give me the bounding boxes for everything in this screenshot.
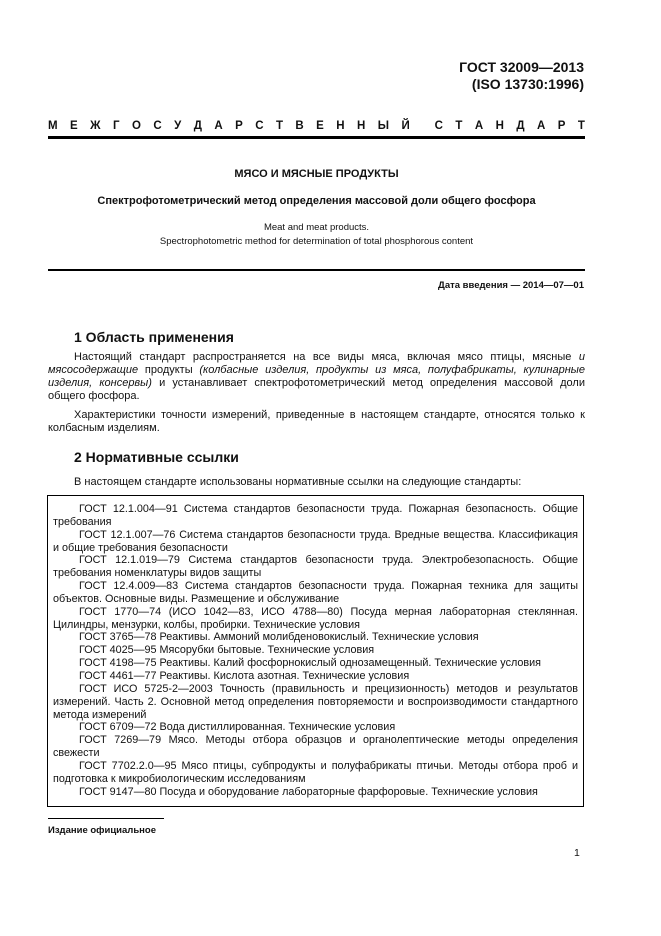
- letter: Н: [357, 120, 366, 132]
- letter: Е: [70, 120, 78, 132]
- divider: [48, 136, 585, 139]
- letter: Ж: [90, 120, 101, 132]
- reference-item: ГОСТ 4461—77 Реактивы. Кислота азотная. Технические условия: [79, 669, 410, 682]
- letter: Т: [577, 120, 585, 132]
- title-en-1: Meat and meat products.: [263, 222, 370, 233]
- text: и устанавливает спектрофотометрический метод определения массовой доли общего фосфора.: [48, 377, 585, 402]
- page-number: 1: [574, 847, 580, 859]
- reference-item: ГОСТ 4025—95 Мясорубки бытовые. Технические условия: [79, 644, 375, 657]
- letter: У: [174, 120, 182, 132]
- reference-item: ГОСТ 12.1.019—79 Система стандартов безопасности труда. Электробезопасность. Общие требования номенклатуры видов защиты: [53, 554, 578, 580]
- text: (колбасные изделия, продукты из мяса, полуфабрикаты, кулинарные изделия, консервы): [48, 364, 585, 389]
- text: Настоящий стандарт распространяется на все виды мяса, включая мясо птицы, мясные: [74, 351, 579, 363]
- references-box: [47, 495, 584, 807]
- reference-item: ГОСТ ИСО 5725-2—2003 Точность (правильность и прецизионность) методов и результатов измерений. Часть 2. Основной метод определения повторяемости и воспроизводимости стандартного метода измерений: [53, 682, 578, 721]
- text: и мясосодержащие: [48, 351, 585, 376]
- letter: Ы: [377, 120, 390, 132]
- letter: Е: [316, 120, 324, 132]
- reference-item: ГОСТ 12.4.009—83 Система стандартов безопасности труда. Пожарная техника для защиты объектов. Основные виды. Размещение и обслуживание: [53, 580, 578, 605]
- title-main: МЯСО И МЯСНЫЕ ПРОДУКТЫ: [234, 168, 399, 180]
- letter: М: [48, 120, 58, 132]
- letter: С: [434, 120, 443, 132]
- letter: Т: [455, 120, 463, 132]
- letter: А: [474, 120, 484, 132]
- section-2-heading: 2 Нормативные ссылки: [74, 449, 239, 465]
- letter: Р: [557, 120, 566, 132]
- section-1-paragraph: Характеристики точности измерений, приведенные в настоящем стандарте, относятся только к колбасным изделиям.: [48, 409, 585, 434]
- section-1-heading: 1 Область применения: [74, 329, 234, 345]
- reference-item: ГОСТ 12.1.007—76 Система стандартов безопасности труда. Вредные вещества. Классификация и общие требования безопасности: [53, 528, 578, 554]
- letter: Д: [516, 120, 525, 132]
- letter: Т: [275, 120, 283, 132]
- letter: Д: [193, 120, 202, 132]
- letter: Й: [401, 120, 410, 132]
- title-en-2: Spectrophotometric method for determination of total phosphorous content: [159, 236, 474, 247]
- letter: В: [295, 120, 304, 132]
- letter: Н: [336, 120, 345, 132]
- standard-type: [48, 120, 585, 132]
- iso-designation: (ISO 13730:1996): [471, 76, 584, 92]
- introduction-date: Дата введения — 2014—07—01: [438, 280, 584, 291]
- reference-item: ГОСТ 9147—80 Посуда и оборудование лабораторные фарфоровые. Технические условия: [79, 785, 538, 798]
- reference-item: ГОСТ 4198—75 Реактивы. Калий фосфорнокислый однозамещенный. Технические условия: [79, 657, 542, 670]
- letter: А: [536, 120, 546, 132]
- letter: Р: [235, 120, 243, 132]
- divider: [48, 818, 164, 819]
- reference-item: ГОСТ 7702.2.0—95 Мясо птицы, субпродукты и полуфабрикаты птичьи. Методы отбора проб и подготовка к микробиологическим исследованиям: [53, 759, 578, 785]
- divider: [48, 269, 585, 271]
- section-2-intro: В настоящем стандарте использованы нормативные ссылки на следующие стандарты:: [74, 476, 522, 488]
- reference-item: ГОСТ 12.1.004—91 Система стандартов безопасности труда. Пожарная безопасность. Общие требования: [53, 503, 578, 528]
- letter: О: [131, 120, 141, 132]
- reference-item: ГОСТ 3765—78 Реактивы. Аммоний молибденовокислый. Технические условия: [79, 631, 479, 644]
- text: продукты: [138, 364, 200, 376]
- edition-label: Издание официальное: [48, 825, 156, 836]
- letter: С: [153, 120, 162, 132]
- letter: С: [255, 120, 264, 132]
- title-sub: Спектрофотометрический метод определения массовой доли общего фосфора: [97, 195, 536, 207]
- letter: А: [214, 120, 223, 132]
- reference-item: ГОСТ 1770—74 (ИСО 1042—83, ИСО 4788—80) Посуда мерная лабораторная стеклянная. Цилиндры, мензурки, колбы, пробирки. Технические условия: [53, 605, 578, 631]
- reference-item: ГОСТ 6709—72 Вода дистиллированная. Технические условия: [79, 721, 396, 734]
- standard-designation: ГОСТ 32009—2013: [459, 59, 584, 75]
- letter: Н: [495, 120, 504, 132]
- section-1-paragraph: [48, 351, 585, 403]
- reference-item: ГОСТ 7269—79 Мясо. Методы отбора образцов и органолептические методы определения свежести: [53, 734, 578, 760]
- letter: Г: [112, 120, 120, 132]
